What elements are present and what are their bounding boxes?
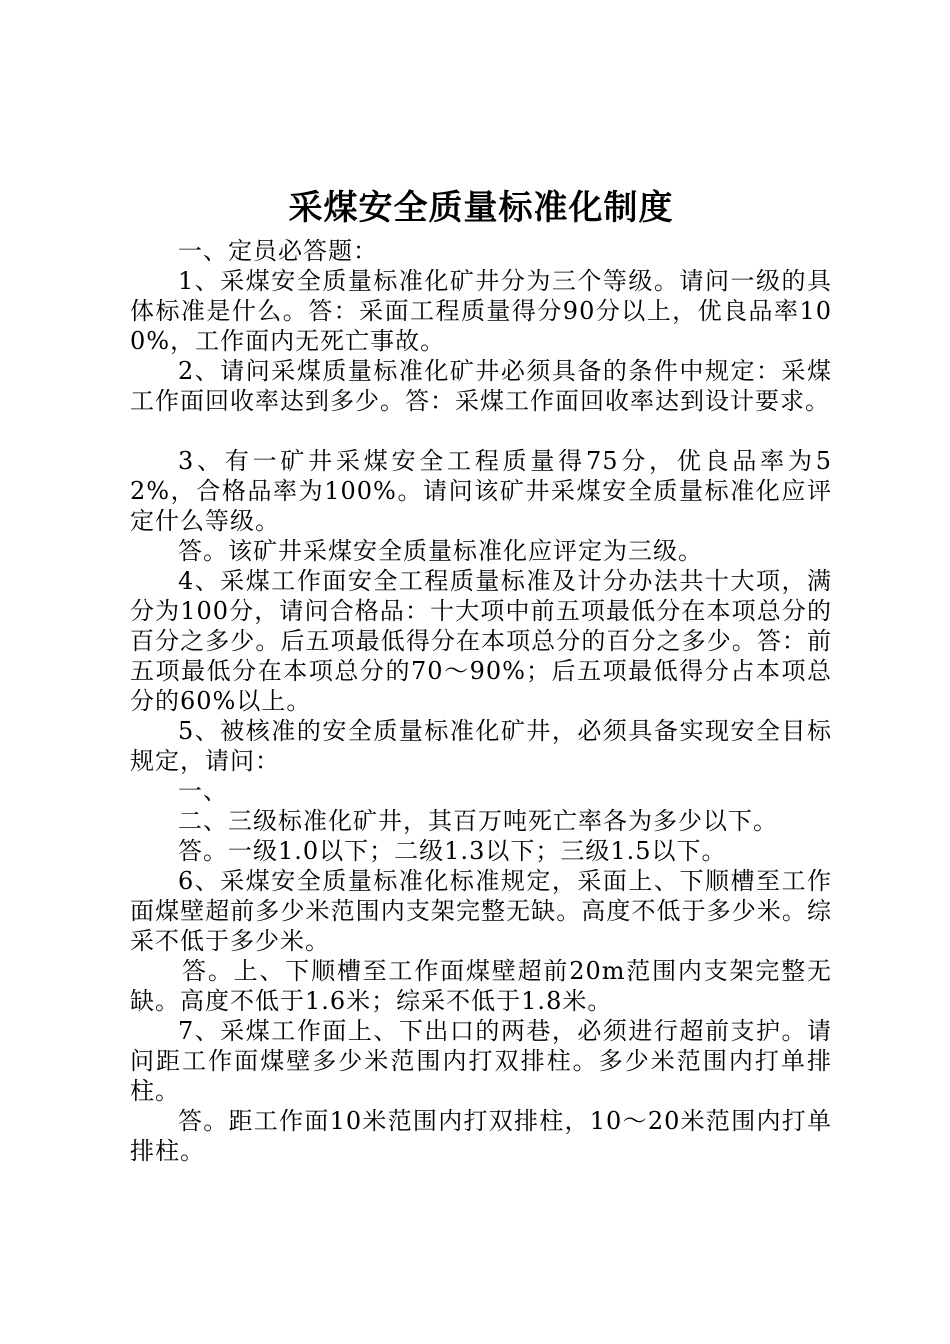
question-5-item-2: 二、三级标准化矿井，其百万吨死亡率各为多少以下。 xyxy=(178,807,778,835)
section-heading: 一、定员必答题： xyxy=(178,237,378,265)
document-page xyxy=(130,180,832,1166)
question-6: 6、采煤安全质量标准化标准规定，采面上、下顺槽至工作面煤壁超前多少米范围内支架完整无缺。高度不低于多少米。综采不低于多少米。 xyxy=(130,867,832,955)
document-title: 采煤安全质量标准化制度 xyxy=(288,188,674,228)
question-5-item-1: 一、 xyxy=(178,777,228,805)
question-2: 2、请问采煤质量标准化矿井必须具备的条件中规定：采煤工作面回收率达到多少。答：采煤工作面回收率达到设计要求。 xyxy=(130,357,832,415)
answer-6: 答。上、下顺槽至工作面煤壁超前20m范围内支架完整无缺。高度不低于1.6米；综采不低于1.8米。 xyxy=(130,957,832,1015)
answer-5: 答。一级1.0以下；二级1.3以下；三级1.5以下。 xyxy=(178,837,727,865)
answer-3: 答。该矿井采煤安全质量标准化应评定为三级。 xyxy=(178,537,703,565)
question-7: 7、采煤工作面上、下出口的两巷，必须进行超前支护。请问距工作面煤壁多少米范围内打双排柱。多少米范围内打单排柱。 xyxy=(130,1017,832,1105)
blank-line xyxy=(130,416,832,446)
question-5: 5、被核准的安全质量标准化矿井，必须具备实现安全目标规定，请问： xyxy=(130,717,832,775)
answer-7: 答。距工作面10米范围内打双排柱，10～20米范围内打单排柱。 xyxy=(130,1107,832,1165)
question-4: 4、采煤工作面安全工程质量标准及计分办法共十大项，满分为100分，请问合格品：十大项中前五项最低分在本项总分的百分之多少。后五项最低得分在本项总分的百分之多少。答：前五项最低分在本项总分的70～90%；后五项最低得分占本项总分的60%以上。 xyxy=(130,567,832,715)
question-3: 3、有一矿井采煤安全工程质量得75分，优良品率为52%，合格品率为100%。请问该矿井采煤安全质量标准化应评定什么等级。 xyxy=(130,447,832,535)
question-1: 1、采煤安全质量标准化矿井分为三个等级。请问一级的具体标准是什么。答：采面工程质量得分90分以上，优良品率100%，工作面内无死亡事故。 xyxy=(130,267,832,355)
